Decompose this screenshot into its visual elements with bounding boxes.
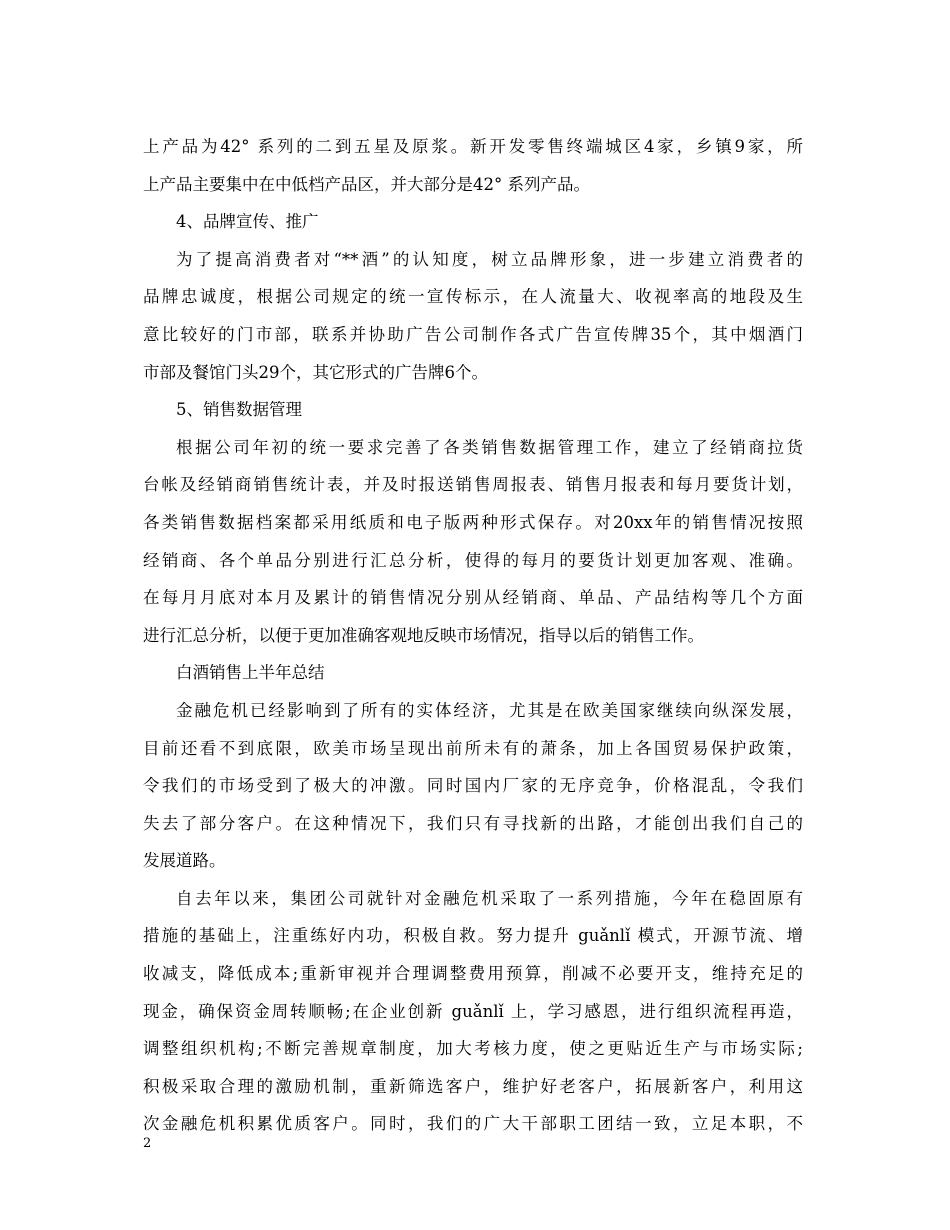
text-line: 台帐及经销商销售统计表，并及时报送销售周报表、销售月报表和每月要货计划，	[143, 475, 803, 495]
document-body	[143, 128, 803, 1143]
text-line: 经销商、各个单品分别进行汇总分析，使得的每月的要货计划更加客观、准确。	[143, 550, 803, 570]
text-line: 上产品为42° 系列的二到五星及原浆。新开发零售终端城区4家，乡镇9家，所	[143, 137, 803, 156]
text-line: 自去年以来，集团公司就针对金融危机采取了一系列措施，今年在稳固原有	[176, 888, 803, 908]
text-line: 在每月月底对本月及累计的销售情况分别从经销商、单品、产品结构等几个方面	[143, 588, 803, 608]
text-line: 品牌忠诚度，根据公司规定的统一宣传标示，在人流量大、收视率高的地段及生	[143, 287, 803, 307]
text-line: 令我们的市场受到了极大的冲激。同时国内厂家的无序竞争，价格混乱，令我们	[143, 776, 803, 796]
text-line: 上产品主要集中在中低档产品区，并大部分是42° 系列产品。	[143, 174, 590, 194]
text-line: 进行汇总分析，以便于更加准确客观地反映市场情况，指导以后的销售工作。	[143, 625, 704, 645]
text-line: 失去了部分客户。在这种情况下，我们只有寻找新的出路，才能创出我们自己的	[143, 813, 803, 833]
text-line: 目前还看不到底限，欧美市场呈现出前所未有的萧条，加上各国贸易保护政策，	[143, 738, 803, 758]
text-line: 调整组织机构;不断完善规章制度，加大考核力度，使之更贴近生产与市场实际;	[143, 1039, 803, 1059]
text-line: 措施的基础上，注重练好内功，积极自救。努力提升 guǎnlǐ 模式，开源节流、增	[143, 926, 803, 946]
text-line: 4、品牌宣传、推广	[176, 212, 319, 232]
text-line: 意比较好的门市部，联系并协助广告公司制作各式广告宣传牌35个，其中烟酒门	[143, 324, 803, 344]
text-line: 白酒销售上半年总结	[176, 663, 325, 683]
text-line: 金融危机已经影响到了所有的实体经济，尤其是在欧美国家继续向纵深发展，	[176, 700, 803, 720]
text-line: 现金，确保资金周转顺畅;在企业创新 guǎnlǐ 上，学习感恩，进行组织流程再造，	[143, 1001, 803, 1021]
page-number: 2	[143, 1136, 152, 1151]
text-line: 为了提高消费者对“**酒”的认知度，树立品牌形象，进一步建立消费者的	[176, 249, 803, 269]
text-line: 收减支，降低成本;重新审视并合理调整费用预算，削减不必要开支，维持充足的	[143, 964, 803, 984]
text-line: 各类销售数据档案都采用纸质和电子版两种形式保存。对20xx年的销售情况按照	[143, 512, 803, 532]
text-line: 积极采取合理的激励机制，重新筛选客户，维护好老客户，拓展新客户，利用这	[143, 1076, 803, 1096]
text-line: 5、销售数据管理	[176, 400, 302, 420]
text-line: 发展道路。	[143, 851, 226, 871]
text-line: 次金融危机积累优质客户。同时，我们的广大干部职工团结一致，立足本职，不	[143, 1114, 803, 1134]
text-line: 根据公司年初的统一要求完善了各类销售数据管理工作，建立了经销商拉货	[176, 437, 803, 457]
text-line: 市部及餐馆门头29个，其它形式的广告牌6个。	[143, 362, 488, 382]
